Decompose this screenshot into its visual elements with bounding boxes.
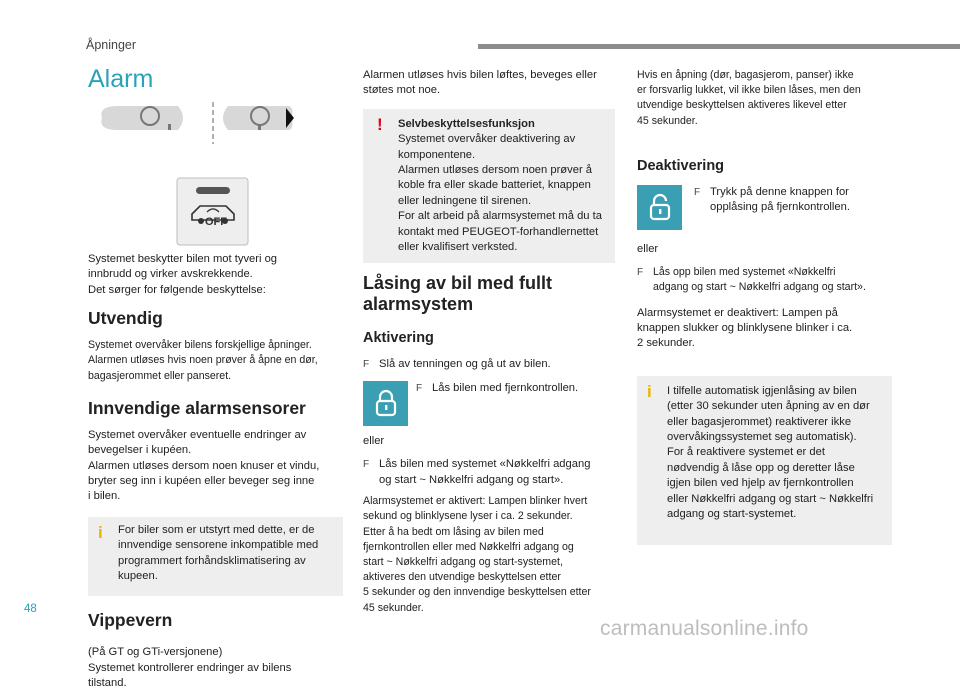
unlock-remote-row bbox=[637, 185, 892, 230]
header-bar bbox=[478, 44, 960, 49]
column-1 bbox=[88, 64, 343, 700]
info-icon: i bbox=[98, 522, 103, 542]
warning-note: ! Selvbeskyttelsesfunksjon Systemet overvåker deaktivering av komponentene. Alarmen utløses dersom noen prøver å koble fra eller skade batteriet, knappen eller ledningene til sirenen. For alt arbeid på alarmsystemet må du ta kontakt med PEUGEOT-forhandlernettet eller kvalifisert verksted. bbox=[363, 109, 615, 264]
column-2 bbox=[363, 68, 615, 624]
heading-lasing: Låsing av bil med fullt alarmsystem bbox=[363, 273, 553, 315]
text-lift: Alarmen utløses hvis bilen løftes, beveges eller støtes mot noe. bbox=[363, 69, 597, 97]
text-deactivated: Alarmsystemet er deaktivert: Lampen på knappen slukker og blinklysene blinker i ca. 2 sekunder. bbox=[637, 306, 853, 350]
step-unlock-remote: F Trykk på denne knappen for opplåsing på fjernkontrollen. bbox=[694, 185, 850, 214]
info-note-2: i I tilfelle automatisk igjenlåsing av bilen (etter 30 sekunder uten åpning av en dør eller bagasjerommet) reaktiverer ikke overvåkingssystemet seg automatisk). For å reaktivere systemet er det nødvendig å låse opp og deretter låse igjen bilen ved hjelp av fjernkontrollen eller Nøkkelfri adgang og start ~ Nøkkelfri adgang og start-systemet. bbox=[637, 376, 892, 545]
intro-text: Systemet beskytter bilen mot tyveri og innbrudd og virker avskrekkende. Det sørger for følgende beskyttelse: bbox=[88, 253, 278, 296]
heading-vippevern: Vippevern bbox=[88, 610, 173, 631]
info-icon-2: i bbox=[647, 381, 652, 401]
section-header: Åpninger bbox=[86, 38, 137, 52]
heading-deaktivering: Deaktivering bbox=[637, 157, 725, 174]
info-note: i For biler som er utstyrt med dette, er de innvendige sensorene inkompatible med programmert forhåndsklimatisering av kupeen. bbox=[88, 517, 343, 597]
page-number: 48 bbox=[24, 603, 37, 615]
text-innvendig: Systemet overvåker eventuelle endringer av bevegelser i kupéen. Alarmen utløses dersom noen knuser et vindu, bryter seg inn i kupéen eller beveger seg inne i bilen. bbox=[88, 428, 320, 503]
page-title: Alarm bbox=[88, 65, 154, 93]
step-lock-remote: F Lås bilen med fjernkontrollen. bbox=[416, 381, 579, 394]
step-keyless-unlock: F Lås opp bilen med systemet «Nøkkelfri adgang og start ~ Nøkkelfri adgang og start». bbox=[637, 266, 866, 294]
text-opening: Hvis en åpning (dør, bagasjerom, panser) ikke er forsvarlig lukket, vil ikke bilen låses, men den utvendige beskyttelsen aktiveres likevel etter 45 sekunder. bbox=[637, 69, 861, 127]
lock-remote-row bbox=[363, 381, 615, 426]
heading-aktivering: Aktivering bbox=[363, 330, 434, 347]
column-3 bbox=[637, 68, 892, 545]
off-label: OFF bbox=[205, 216, 227, 228]
text-utvendig: Systemet overvåker bilens forskjellige åpninger. Alarmen utløses hvis noen prøver å åpne en dør, bagasjerommet eller panseret. bbox=[88, 339, 318, 382]
eller-text-2: eller bbox=[637, 242, 659, 255]
unlock-icon bbox=[637, 185, 682, 230]
text-activated: Alarmsystemet er aktivert: Lampen blinker hvert sekund og blinklysene lyser i ca. 2 sekunder. Etter å ha bedt om låsing av bilen med fjernkontrollen eller med Nøkkelfri adgang og start ~ Nøkkelfri adgang og start-systemet, aktiveres den utvendige beskyttelsen etter 5 sekunder og den innvendige beskyttelsen etter 45 sekunder. bbox=[363, 495, 591, 614]
alarm-figure bbox=[88, 96, 343, 250]
watermark: carmanualsonline.info bbox=[600, 617, 809, 640]
eller-text: eller bbox=[363, 434, 385, 447]
heading-innvendig: Innvendige alarmsensorer bbox=[88, 397, 306, 418]
step-ignition: F Slå av tenningen og gå ut av bilen. bbox=[363, 358, 551, 371]
warning-icon: ! bbox=[377, 114, 383, 134]
heading-utvendig: Utvendig bbox=[88, 308, 163, 329]
lock-icon bbox=[363, 381, 408, 426]
step-keyless-lock: F Lås bilen med systemet «Nøkkelfri adgang og start ~ Nøkkelfri adgang og start». bbox=[363, 458, 591, 486]
text-vippevern: (På GT og GTi-versjonene) Systemet kontrollerer endringer av bilens tilstand. bbox=[88, 646, 292, 690]
